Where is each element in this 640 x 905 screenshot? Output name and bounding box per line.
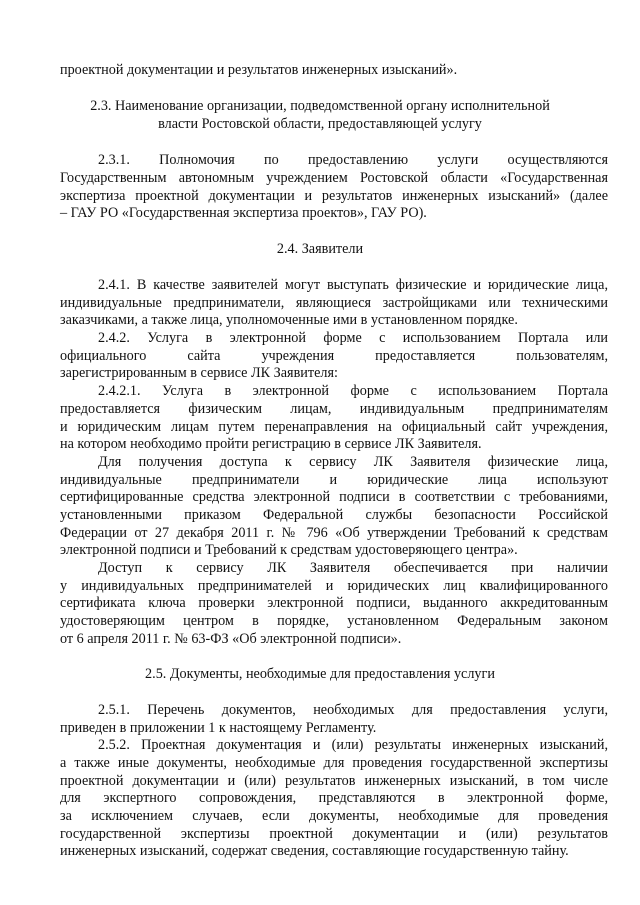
text-line: для экспертного сопровождения, представляются в электронной форме, (60, 790, 608, 806)
text-line: 2.3.1. Полномочия по предоставлению услуги осуществляются (98, 152, 608, 168)
text-line: заказчиками, а также лица, уполномоченные ими в установленном порядке. (60, 312, 518, 328)
text-line: 2.5.1. Перечень документов, необходимых для предоставления услуги, (98, 702, 608, 718)
text-line: Федерации от 27 декабря 2011 г. № 796 «Об утверждении Требований к средствам (60, 525, 608, 541)
text-line: за исключением случаев, если документы, необходимые для проведения (60, 808, 608, 824)
text-line: индивидуальные предприниматели, являющиеся застройщиками или техническими (60, 295, 608, 311)
text-line: 2.5.2. Проектная документация и (или) результаты инженерных изысканий, (98, 737, 608, 753)
section-heading-line: 2.3. Наименование организации, подведомственной органу исполнительной (90, 98, 550, 114)
text-line: 2.4.1. В качестве заявителей могут выступать физические и юридические лица, (98, 277, 608, 293)
text-line: проектной документации и (или) результатов инженерных изысканий, в том числе (60, 773, 608, 789)
text-line: инженерных изысканий, содержат сведения, составляющие государственную тайну. (60, 843, 569, 859)
text-line: 2.4.2.1. Услуга в электронной форме с использованием Портала (98, 383, 608, 399)
text-line: удостоверяющим центром в порядке, установленном Федеральным законом (60, 613, 608, 629)
text-line: Государственным автономным учреждением Ростовской области «Государственная (60, 170, 608, 186)
text-line: сертифицированные средства электронной подписи в соответствии с требованиями, (60, 489, 608, 505)
text-line: электронной подписи и Требований к средствам удостоверяющего центра». (60, 542, 518, 558)
text-line: предоставляется физическим лицам, индивидуальным предпринимателям (60, 401, 608, 417)
section-heading-line: 2.4. Заявители (276, 241, 364, 257)
text-line: от 6 апреля 2011 г. № 63-ФЗ «Об электронной подписи». (60, 631, 402, 647)
text-line: 2.4.2. Услуга в электронной форме с использованием Портала или (98, 330, 608, 346)
section-heading-line: 2.5. Документы, необходимые для предоставления услуги (145, 666, 495, 682)
text-line: экспертиза проектной документации и результатов инженерных изысканий» (далее (60, 188, 608, 204)
text-line: а также иные документы, необходимые для проведения государственной экспертизы (60, 755, 608, 771)
text-line: Для получения доступа к сервису ЛК Заявителя физические лица, (98, 454, 608, 470)
text-line: – ГАУ РО «Государственная экспертиза проектов», ГАУ РО). (60, 205, 427, 221)
text-line: на котором необходимо пройти регистрацию в сервисе ЛК Заявителя. (60, 436, 482, 452)
text-line: приведен в приложении 1 к настоящему Регламенту. (60, 720, 377, 736)
text-line: и юридическим лицам путем перенаправления на официальный сайт учреждения, (60, 419, 608, 435)
text-line: сертификата ключа проверки электронной подписи, выданного аккредитованным (60, 595, 608, 611)
text-line: зарегистрированным в сервисе ЛК Заявителя: (60, 365, 338, 381)
text-line: официального сайта учреждения предоставляется пользователям, (60, 348, 608, 364)
text-line: государственной экспертизы проектной документации и (или) результатов (60, 826, 608, 842)
text-line: установленными приказом Федеральной службы безопасности Российской (60, 507, 608, 523)
text-line: индивидуальные предприниматели и юридические лица используют (60, 472, 608, 488)
text-line: у индивидуальных предпринимателей и юридических лиц квалифицированного (60, 578, 608, 594)
text-line: проектной документации и результатов инженерных изысканий». (60, 62, 458, 78)
section-heading-line: власти Ростовской области, предоставляющей услугу (158, 116, 482, 132)
text-line: Доступ к сервису ЛК Заявителя обеспечивается при наличии (98, 560, 608, 576)
